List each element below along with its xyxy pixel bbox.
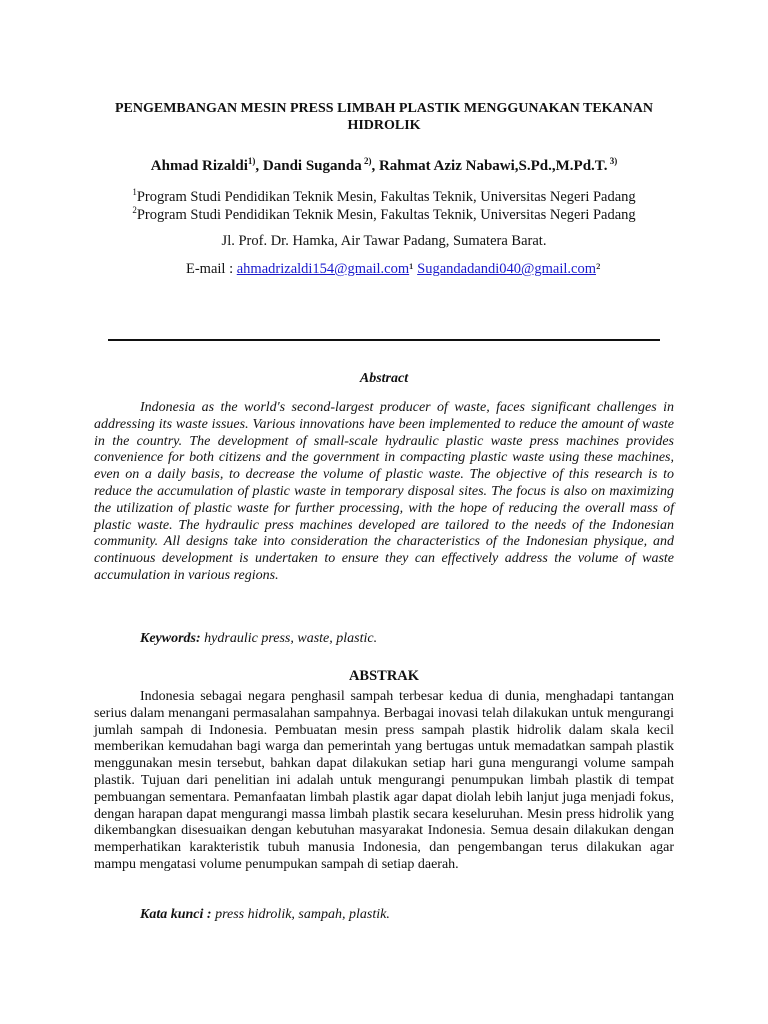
affiliation-mark: 2 xyxy=(132,205,137,215)
affiliation-text: Program Studi Pendidikan Teknik Mesin, Fakultas Teknik, Universitas Negeri Padang xyxy=(136,206,636,223)
kata-kunci-text: press hidrolik, sampah, plastik. xyxy=(211,907,390,922)
abstract-body: Indonesia as the world's second-largest producer of waste, faces significant challenges in addressing its waste issues. Various innovations have been implemented to reduce the amount of waste in the country. The development of small-scale hydraulic plastic waste press machines provides convenience for both citizens and the government in compacting plastic waste using these machines, even on a daily basis, to decrease the volume of plastic waste. The objective of this research is to reduce the accumulation of plastic waste in temporary disposal sites. The focus is also on maximizing the utilization of plastic waste for further processing, with the hope of reducing the overall mass of plastic waste. The hydraulic press machines developed are tailored to the needs of the Indonesian community. All designs take into consideration the characteristics of the Indonesian physique, and continuous development is undertaken to ensure they can effectively address the volume of waste accumulation in various regions. xyxy=(94,400,674,583)
keywords-line xyxy=(140,631,377,647)
author-separator: , xyxy=(371,158,379,174)
author-mark: 3) xyxy=(607,156,618,166)
email-line xyxy=(186,261,600,278)
author-mark: 1) xyxy=(247,156,256,166)
author-mark: 2) xyxy=(361,156,372,166)
abstract-heading: Abstract xyxy=(359,371,409,386)
author-name: Rahmat Aziz Nabawi,S.Pd.,M.Pd.T. xyxy=(378,158,608,174)
author-name: Ahmad Rizaldi xyxy=(150,158,248,174)
kata-kunci-label: Kata kunci : xyxy=(140,907,212,922)
email-mark: ² xyxy=(596,261,601,277)
keywords-label: Keywords: xyxy=(140,631,201,646)
author-separator: , xyxy=(255,158,263,174)
email-label: E-mail : xyxy=(186,261,237,277)
affiliation-text: Program Studi Pendidikan Teknik Mesin, Fakultas Teknik, Universitas Negeri Padang xyxy=(136,188,636,205)
abstrak-body: Indonesia sebagai negara penghasil sampah terbesar kedua di dunia, menghadapi tantangan serius dalam menangani permasalahan sampahnya. Berbagai inovasi telah dilakukan untuk mengurangi jumlah sampah di Indonesia. Pembuatan mesin press sampah plastik hidrolik dalam skala kecil memberikan kemudahan bagi warga dan pemerintah yang bertugas untuk memadatkan sampah plastik menggunakan mesin tersebut, bahkan dapat dilakukan setiap hari guna mengurangi volume sampah plastik. Tujuan dari penelitian ini adalah untuk mengurangi penumpukan limbah plastik di tempat pembuangan sementara. Pemanfaatan limbah plastik agar dapat diolah lebih lanjut juga menjadi fokus, dengan harapan dapat mengurangi massa limbah plastik secara keseluruhan. Mesin press hidrolik yang dikembangkan disesuaikan dengan kebutuhan masyarakat Indonesia. Semua desain dilakukan dengan memperhatikan karakteristik tubuh manusia Indonesia, dan pengembangan terus dilakukan agar mampu mengatasi volume penumpukan sampah di setiap daerah. xyxy=(94,689,674,872)
header-divider xyxy=(108,339,660,341)
email-link[interactable]: ahmadrizaldi154@gmail.com xyxy=(236,261,410,277)
author-name: Dandi Suganda xyxy=(262,158,362,174)
email-mark: ¹ xyxy=(409,261,414,277)
paper-title: PENGEMBANGAN MESIN PRESS LIMBAH PLASTIK MENGGUNAKAN TEKANAN HIDROLIK xyxy=(114,101,653,133)
keywords-text: hydraulic press, waste, plastic. xyxy=(200,631,378,646)
institution-address: Jl. Prof. Dr. Hamka, Air Tawar Padang, Sumatera Barat. xyxy=(221,233,547,249)
email-link[interactable]: Sugandadandi040@gmail.com xyxy=(417,261,597,277)
author-list xyxy=(94,156,674,175)
affiliation xyxy=(94,202,674,224)
affiliation-mark: 1 xyxy=(132,187,137,197)
abstrak-heading: ABSTRAK xyxy=(348,668,420,684)
kata-kunci-line xyxy=(140,907,390,923)
